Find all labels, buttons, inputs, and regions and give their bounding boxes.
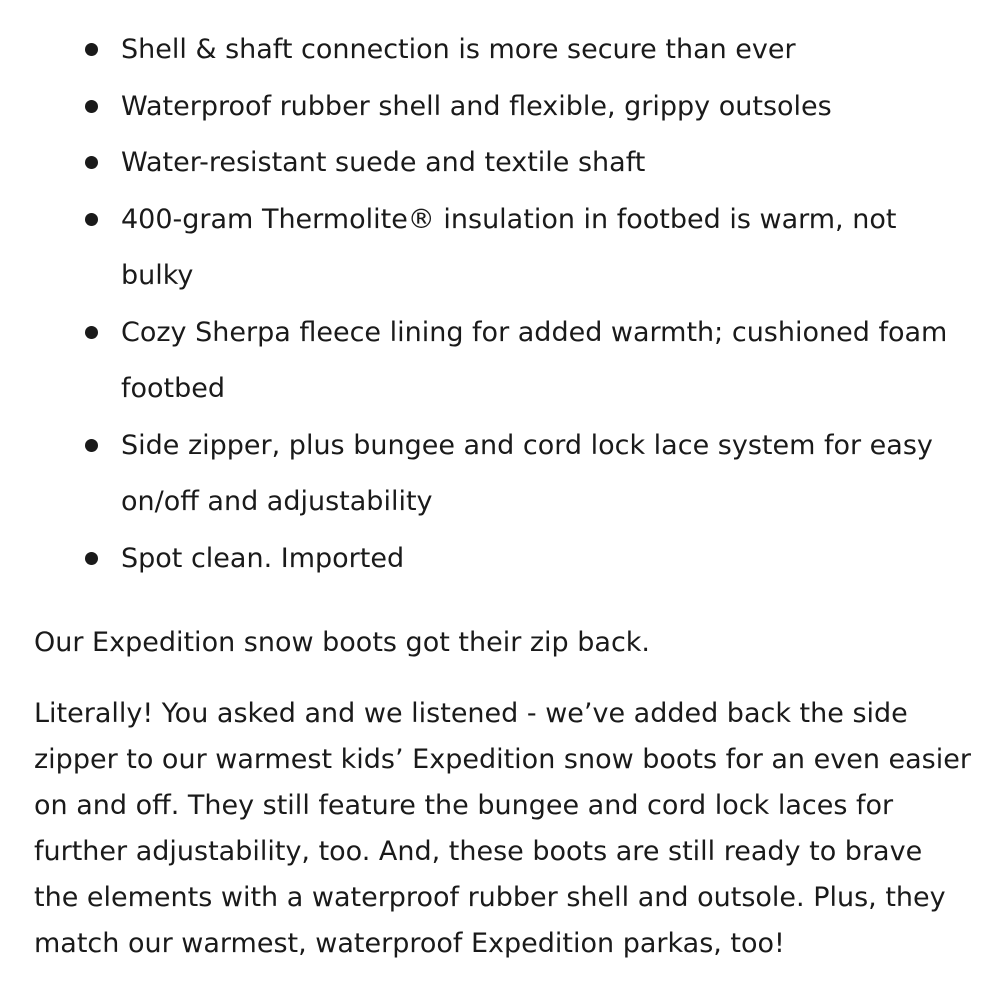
list-item — [121, 192, 974, 305]
bullet-icon — [85, 439, 98, 452]
list-item — [121, 418, 974, 531]
list-item — [121, 22, 974, 79]
product-description — [34, 22, 974, 967]
list-item — [121, 79, 974, 136]
feature-list — [34, 22, 974, 587]
list-item — [121, 531, 974, 588]
feature-text: Waterproof rubber shell and flexible, grippy outsoles — [121, 90, 832, 122]
list-item — [121, 305, 974, 418]
feature-text: Water-resistant suede and textile shaft — [121, 147, 646, 178]
feature-text: Shell & shaft connection is more secure than ever — [121, 34, 796, 65]
bullet-icon — [85, 326, 98, 339]
bullet-icon — [85, 43, 98, 56]
feature-text: 400-gram Thermolite® insulation in footbed is warm, not bulky — [121, 203, 897, 291]
bullet-icon — [85, 552, 98, 565]
body-paragraph: Literally! You asked and we listened - we’ve added back the side zipper to our warmest kids’ Expedition snow boots for an even easier on and off. They still feature the bungee and cord lock laces for further adjustability, too. And, these boots are still ready to brave the elements with a waterproof rubber shell and outsole. Plus, they match our warmest, waterproof Expedition parkas, too! — [34, 698, 971, 959]
bullet-icon — [85, 213, 98, 226]
feature-text: Cozy Sherpa fleece lining for added warmth; cushioned foam footbed — [121, 316, 948, 404]
bullet-icon — [85, 156, 98, 169]
intro-paragraph: Our Expedition snow boots got their zip back. — [34, 627, 651, 658]
feature-text: Side zipper, plus bungee and cord lock lace system for easy on/off and adjustability — [121, 429, 933, 517]
list-item — [121, 135, 974, 192]
feature-text: Spot clean. Imported — [121, 542, 405, 574]
bullet-icon — [85, 100, 98, 113]
